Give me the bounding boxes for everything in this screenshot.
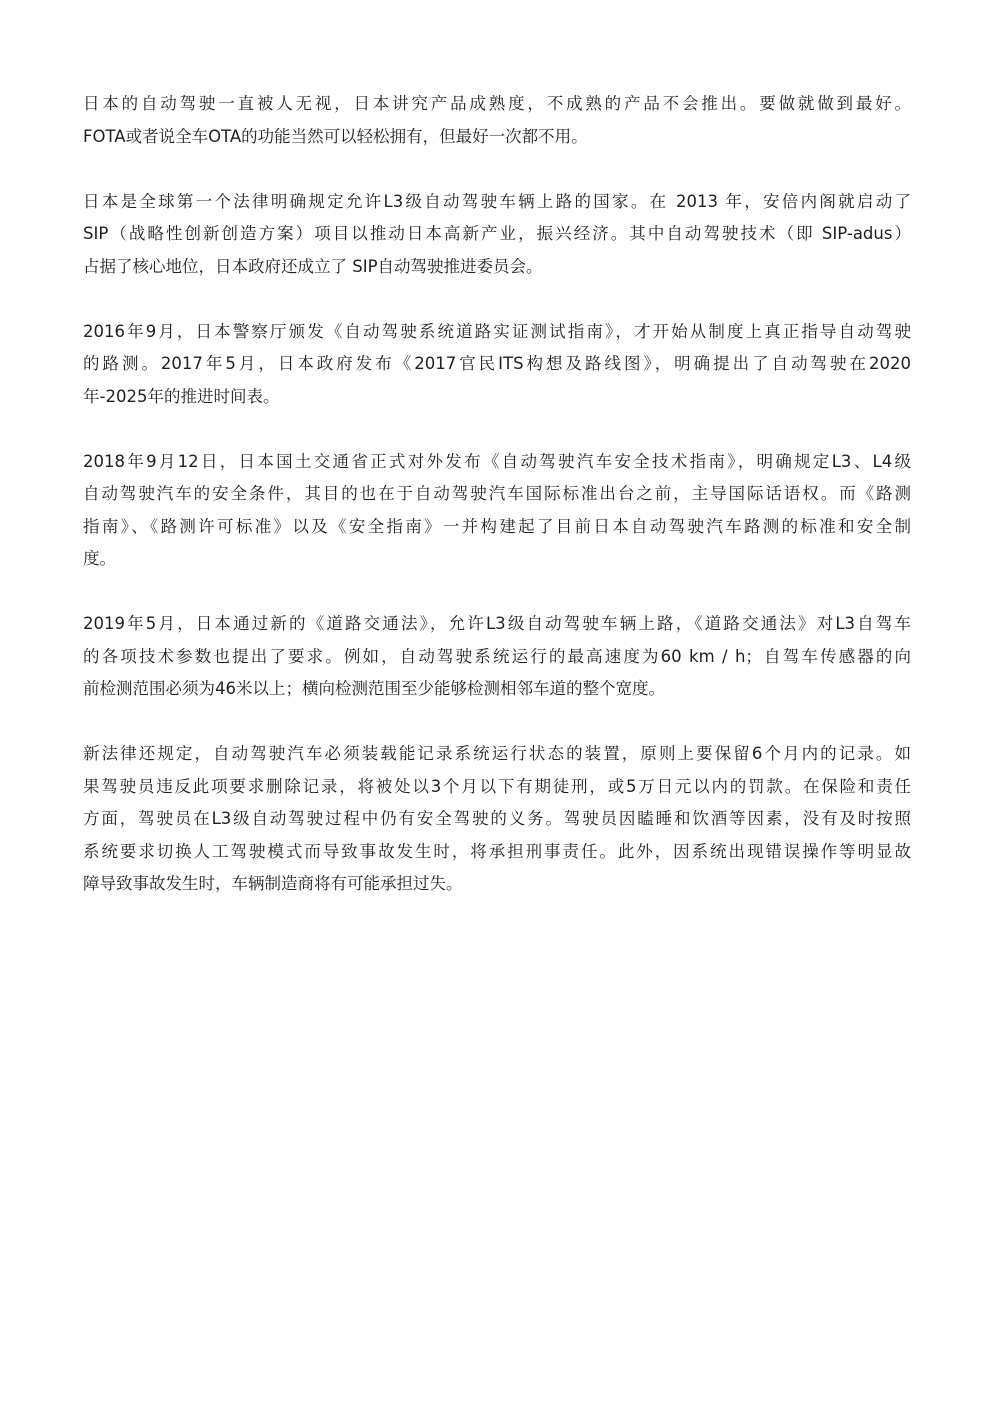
paragraph-3 — [83, 316, 911, 414]
paragraph-line: 2019年5月，日本通过新的《道路交通法》，允许L3级自动驾驶车辆上路，《道路交通法》对L3自驾车 — [83, 614, 911, 633]
paragraph-line: 障导致事故发生时，车辆制造商将有可能承担过失。 — [83, 874, 463, 893]
paragraph-line: 前检测范围必须为46米以上；横向检测范围至少能够检测相邻车道的整个宽度。 — [83, 679, 665, 698]
paragraph-line: FOTA或者说全车OTA的功能当然可以轻松拥有，但最好一次都不用。 — [83, 126, 588, 146]
paragraph-line: 新法律还规定，自动驾驶汽车必须装载能记录系统运行状态的装置，原则上要保留6个月内的记录。如 — [83, 744, 911, 763]
paragraph-line: 的各项技术参数也提出了要求。例如，自动驾驶系统运行的最高速度为60 km / h；自驾车传感器的向 — [83, 646, 911, 666]
paragraph-line: 日本的自动驾驶一直被人无视，日本讲究产品成熟度，不成熟的产品不会推出。要做就做到最好。 — [83, 94, 911, 113]
paragraph-line: 占据了核心地位，日本政府还成立了 SIP自动驾驶推进委员会。 — [83, 256, 543, 276]
paragraph-line: SIP（战略性创新创造方案）项目以推动日本高新产业，振兴经济。其中自动驾驶技术（即 SIP-adus） — [83, 224, 911, 243]
paragraph-1 — [83, 88, 911, 153]
paragraph-line: 2016年9月，日本警察厅颁发《自动驾驶系统道路实证测试指南》，才开始从制度上真正指导自动驾驶 — [83, 321, 911, 341]
paragraph-line: 系统要求切换人工驾驶模式而导致事故发生时，将承担刑事责任。此外，因系统出现错误操作等明显故 — [83, 841, 911, 861]
paragraph-5 — [83, 608, 911, 706]
paragraph-line: 年-2025年的推进时间表。 — [83, 386, 280, 406]
paragraph-line: 自动驾驶汽车的安全条件，其目的也在于自动驾驶汽车国际标准出台之前，主导国际话语权。而《路测 — [83, 484, 911, 503]
paragraph-line: 方面，驾驶员在L3级自动驾驶过程中仍有安全驾驶的义务。驾驶员因瞌睡和饮酒等因素，没有及时按照 — [83, 809, 911, 828]
document-body — [83, 88, 911, 933]
paragraph-6 — [83, 738, 911, 901]
paragraph-line: 2018年9月12日，日本国土交通省正式对外发布《自动驾驶汽车安全技术指南》，明确规定L3、L4级 — [83, 451, 911, 471]
paragraph-line: 果驾驶员违反此项要求删除记录，将被处以3个月以下有期徒刑，或5万日元以内的罚款。在保险和责任 — [83, 776, 911, 796]
paragraph-line: 日本是全球第一个法律明确规定允许L3级自动驾驶车辆上路的国家。在 2013 年，安倍内阁就启动了 — [83, 191, 911, 211]
paragraph-2 — [83, 186, 911, 284]
paragraph-line: 的路测。2017年5月，日本政府发布《2017官民ITS构想及路线图》，明确提出了自动驾驶在2020 — [83, 354, 911, 373]
paragraph-line: 指南》、《路测许可标准》以及《安全指南》一并构建起了目前日本自动驾驶汽车路测的标准和安全制 — [83, 516, 911, 536]
paragraph-line: 度。 — [83, 549, 116, 568]
paragraph-4 — [83, 446, 911, 576]
